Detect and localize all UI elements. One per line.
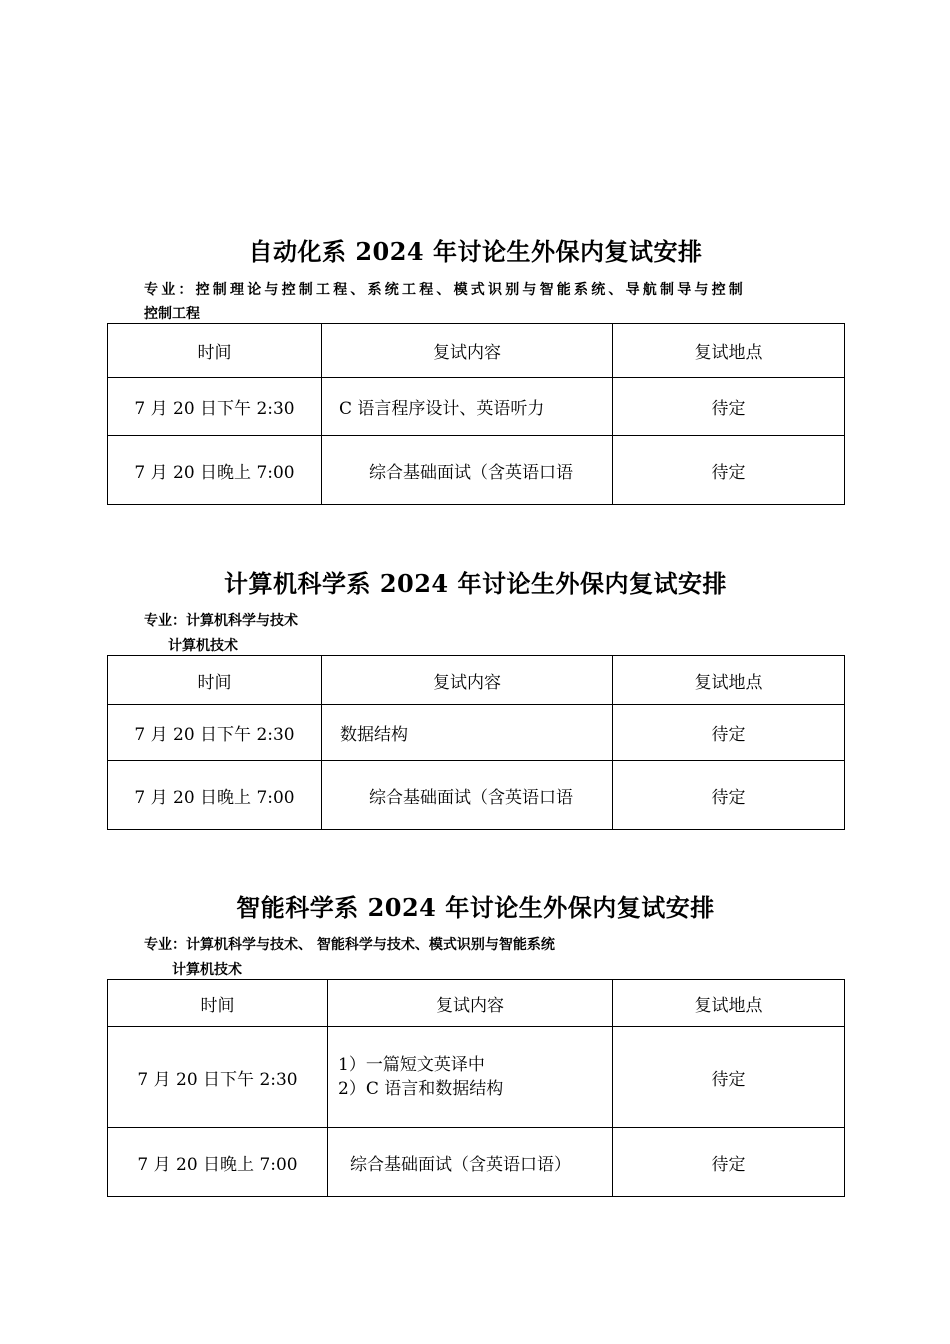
row-content: 数据结构: [322, 705, 613, 761]
row-time: 7 月 20 日下午 2:30: [108, 705, 322, 761]
table-header-row: [108, 656, 845, 705]
row-place: 待定: [613, 378, 845, 436]
major-line-continued: 控制工程: [144, 306, 200, 322]
row-content: 综合基础面试（含英语口语）: [328, 1128, 613, 1197]
header-content: 复试内容: [322, 656, 613, 705]
table-row: [108, 761, 845, 830]
section-title: 计算机科学系 2024 年讨论生外保内复试安排: [223, 569, 727, 598]
schedule-table: [107, 655, 845, 830]
major-line: 专业：控制理论与控制工程、系统工程、模式识别与智能系统、导航制导与控制: [144, 282, 746, 298]
major-line-continued: 计算机技术: [172, 962, 242, 978]
header-time: 时间: [108, 656, 322, 705]
header-content: 复试内容: [328, 980, 613, 1027]
section-title: 自动化系 2024 年讨论生外保内复试安排: [248, 237, 703, 266]
row-place: 待定: [613, 705, 845, 761]
table-row: [108, 705, 845, 761]
section-title: 智能科学系 2024 年讨论生外保内复试安排: [236, 893, 715, 922]
table-row: [108, 436, 845, 505]
table-row: [108, 1128, 845, 1197]
row-content-line: 1）一篇短文英译中: [338, 1055, 485, 1075]
schedule-table: [107, 323, 845, 505]
header-place: 复试地点: [613, 324, 845, 378]
table-row: [108, 378, 845, 436]
header-content: 复试内容: [322, 324, 613, 378]
row-content: 综合基础面试（含英语口语: [322, 761, 613, 830]
row-content-line: 2）C 语言和数据结构: [338, 1079, 504, 1099]
header-place: 复试地点: [613, 656, 845, 705]
schedule-table: [107, 979, 845, 1197]
row-time: 7 月 20 日晚上 7:00: [108, 436, 322, 505]
row-content: C 语言程序设计、英语听力: [322, 378, 613, 436]
header-time: 时间: [108, 324, 322, 378]
major-line: 专业：计算机科学与技术: [144, 613, 298, 629]
table-header-row: [108, 980, 845, 1027]
row-time: 7 月 20 日下午 2:30: [108, 1027, 328, 1128]
table-row: [108, 1027, 845, 1128]
row-place: 待定: [613, 761, 845, 830]
row-time: 7 月 20 日晚上 7:00: [108, 761, 322, 830]
row-place: 待定: [613, 436, 845, 505]
header-place: 复试地点: [613, 980, 845, 1027]
row-time: 7 月 20 日下午 2:30: [108, 378, 322, 436]
major-line-continued: 计算机技术: [168, 638, 238, 654]
row-content: 综合基础面试（含英语口语: [322, 436, 613, 505]
table-header-row: [108, 324, 845, 378]
row-place: 待定: [613, 1128, 845, 1197]
row-content: [328, 1027, 613, 1128]
row-place: 待定: [613, 1027, 845, 1128]
header-time: 时间: [108, 980, 328, 1027]
major-line: 专业：计算机科学与技术、 智能科学与技术、模式识别与智能系统: [144, 937, 555, 953]
row-time: 7 月 20 日晚上 7:00: [108, 1128, 328, 1197]
